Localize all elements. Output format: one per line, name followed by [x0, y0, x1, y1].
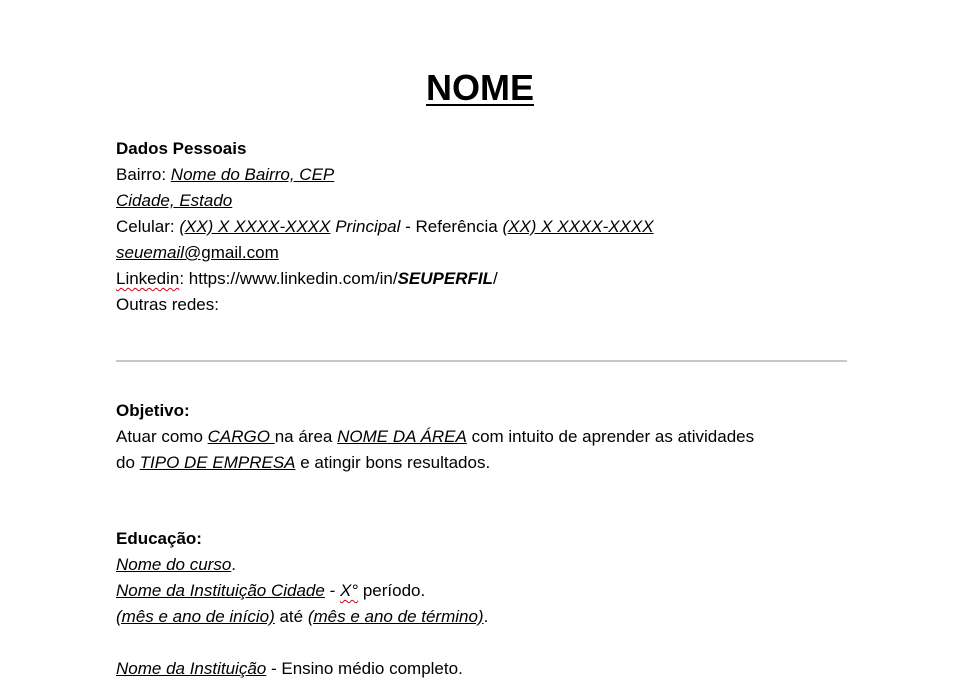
objective-text-b: na área [274, 427, 338, 446]
instituicao2-line [116, 656, 856, 680]
cidade-line [116, 188, 856, 214]
linkedin-url: https://www.linkedin.com/in/ [188, 269, 398, 288]
curso-name: Nome do curso [116, 555, 232, 574]
email-line [116, 240, 856, 266]
cidade-value: Cidade, Estado [116, 191, 233, 210]
spacer [116, 476, 856, 526]
curso-line [116, 552, 856, 578]
objective-area: NOME DA ÁREA [337, 427, 467, 446]
instituicao-cidade: Nome da Instituição Cidade [116, 581, 325, 600]
bairro-label: Bairro: [116, 165, 171, 184]
objective-heading: Objetivo: [116, 401, 190, 420]
celular-line [116, 214, 856, 240]
resume-body [116, 136, 856, 680]
instituicao2-name: Nome da Instituição [116, 659, 267, 678]
objective-text-c: com intuito de aprender as atividades [466, 427, 755, 446]
email-user: seuemail [116, 243, 185, 262]
linkedin-trailing: / [493, 269, 498, 288]
periodo-text: período. [358, 581, 426, 600]
email-domain: @gmail.com [184, 243, 279, 262]
education-heading: Educação: [116, 529, 202, 548]
instituicao-dash: - [324, 581, 340, 600]
linkedin-line [116, 266, 856, 292]
outras-redes-line: Outras redes: [116, 295, 219, 314]
objective-line-1 [116, 424, 856, 450]
section-divider [116, 360, 847, 362]
objective-line-2 [116, 450, 856, 476]
ate-text: até [274, 607, 308, 626]
linkedin-label: Linkedin [116, 269, 180, 288]
personal-heading: Dados Pessoais [116, 139, 247, 158]
periodo-x: X° [339, 581, 359, 600]
termino-date: (mês e ano de término) [307, 607, 484, 626]
linkedin-sep: : [179, 269, 189, 288]
inicio-date: (mês e ano de início) [116, 607, 275, 626]
objective-text-d: do [116, 453, 140, 472]
bairro-line [116, 162, 856, 188]
celular-label: Celular: [116, 217, 180, 236]
linkedin-profile: SEUPERFIL [397, 269, 493, 288]
spacer [116, 318, 856, 360]
referencia-label: - Referência [400, 217, 503, 236]
spacer [116, 630, 856, 656]
principal-text: Principal [330, 217, 401, 236]
objective-text-a: Atuar como [116, 427, 208, 446]
referencia-value: (XX) X XXXX-XXXX [502, 217, 654, 236]
celular-value: (XX) X XXXX-XXXX [179, 217, 331, 236]
termino-dot: . [483, 607, 489, 626]
instituicao-line [116, 578, 856, 604]
objective-cargo: CARGO [207, 427, 275, 446]
dates-line [116, 604, 856, 630]
page-title: NOME [426, 67, 534, 108]
bairro-value: Nome do Bairro, CEP [170, 165, 335, 184]
curso-dot: . [231, 555, 237, 574]
objective-tipo: TIPO DE EMPRESA [139, 453, 296, 472]
ensino-text: - Ensino médio completo. [266, 659, 463, 678]
objective-text-e: e atingir bons resultados. [295, 453, 491, 472]
